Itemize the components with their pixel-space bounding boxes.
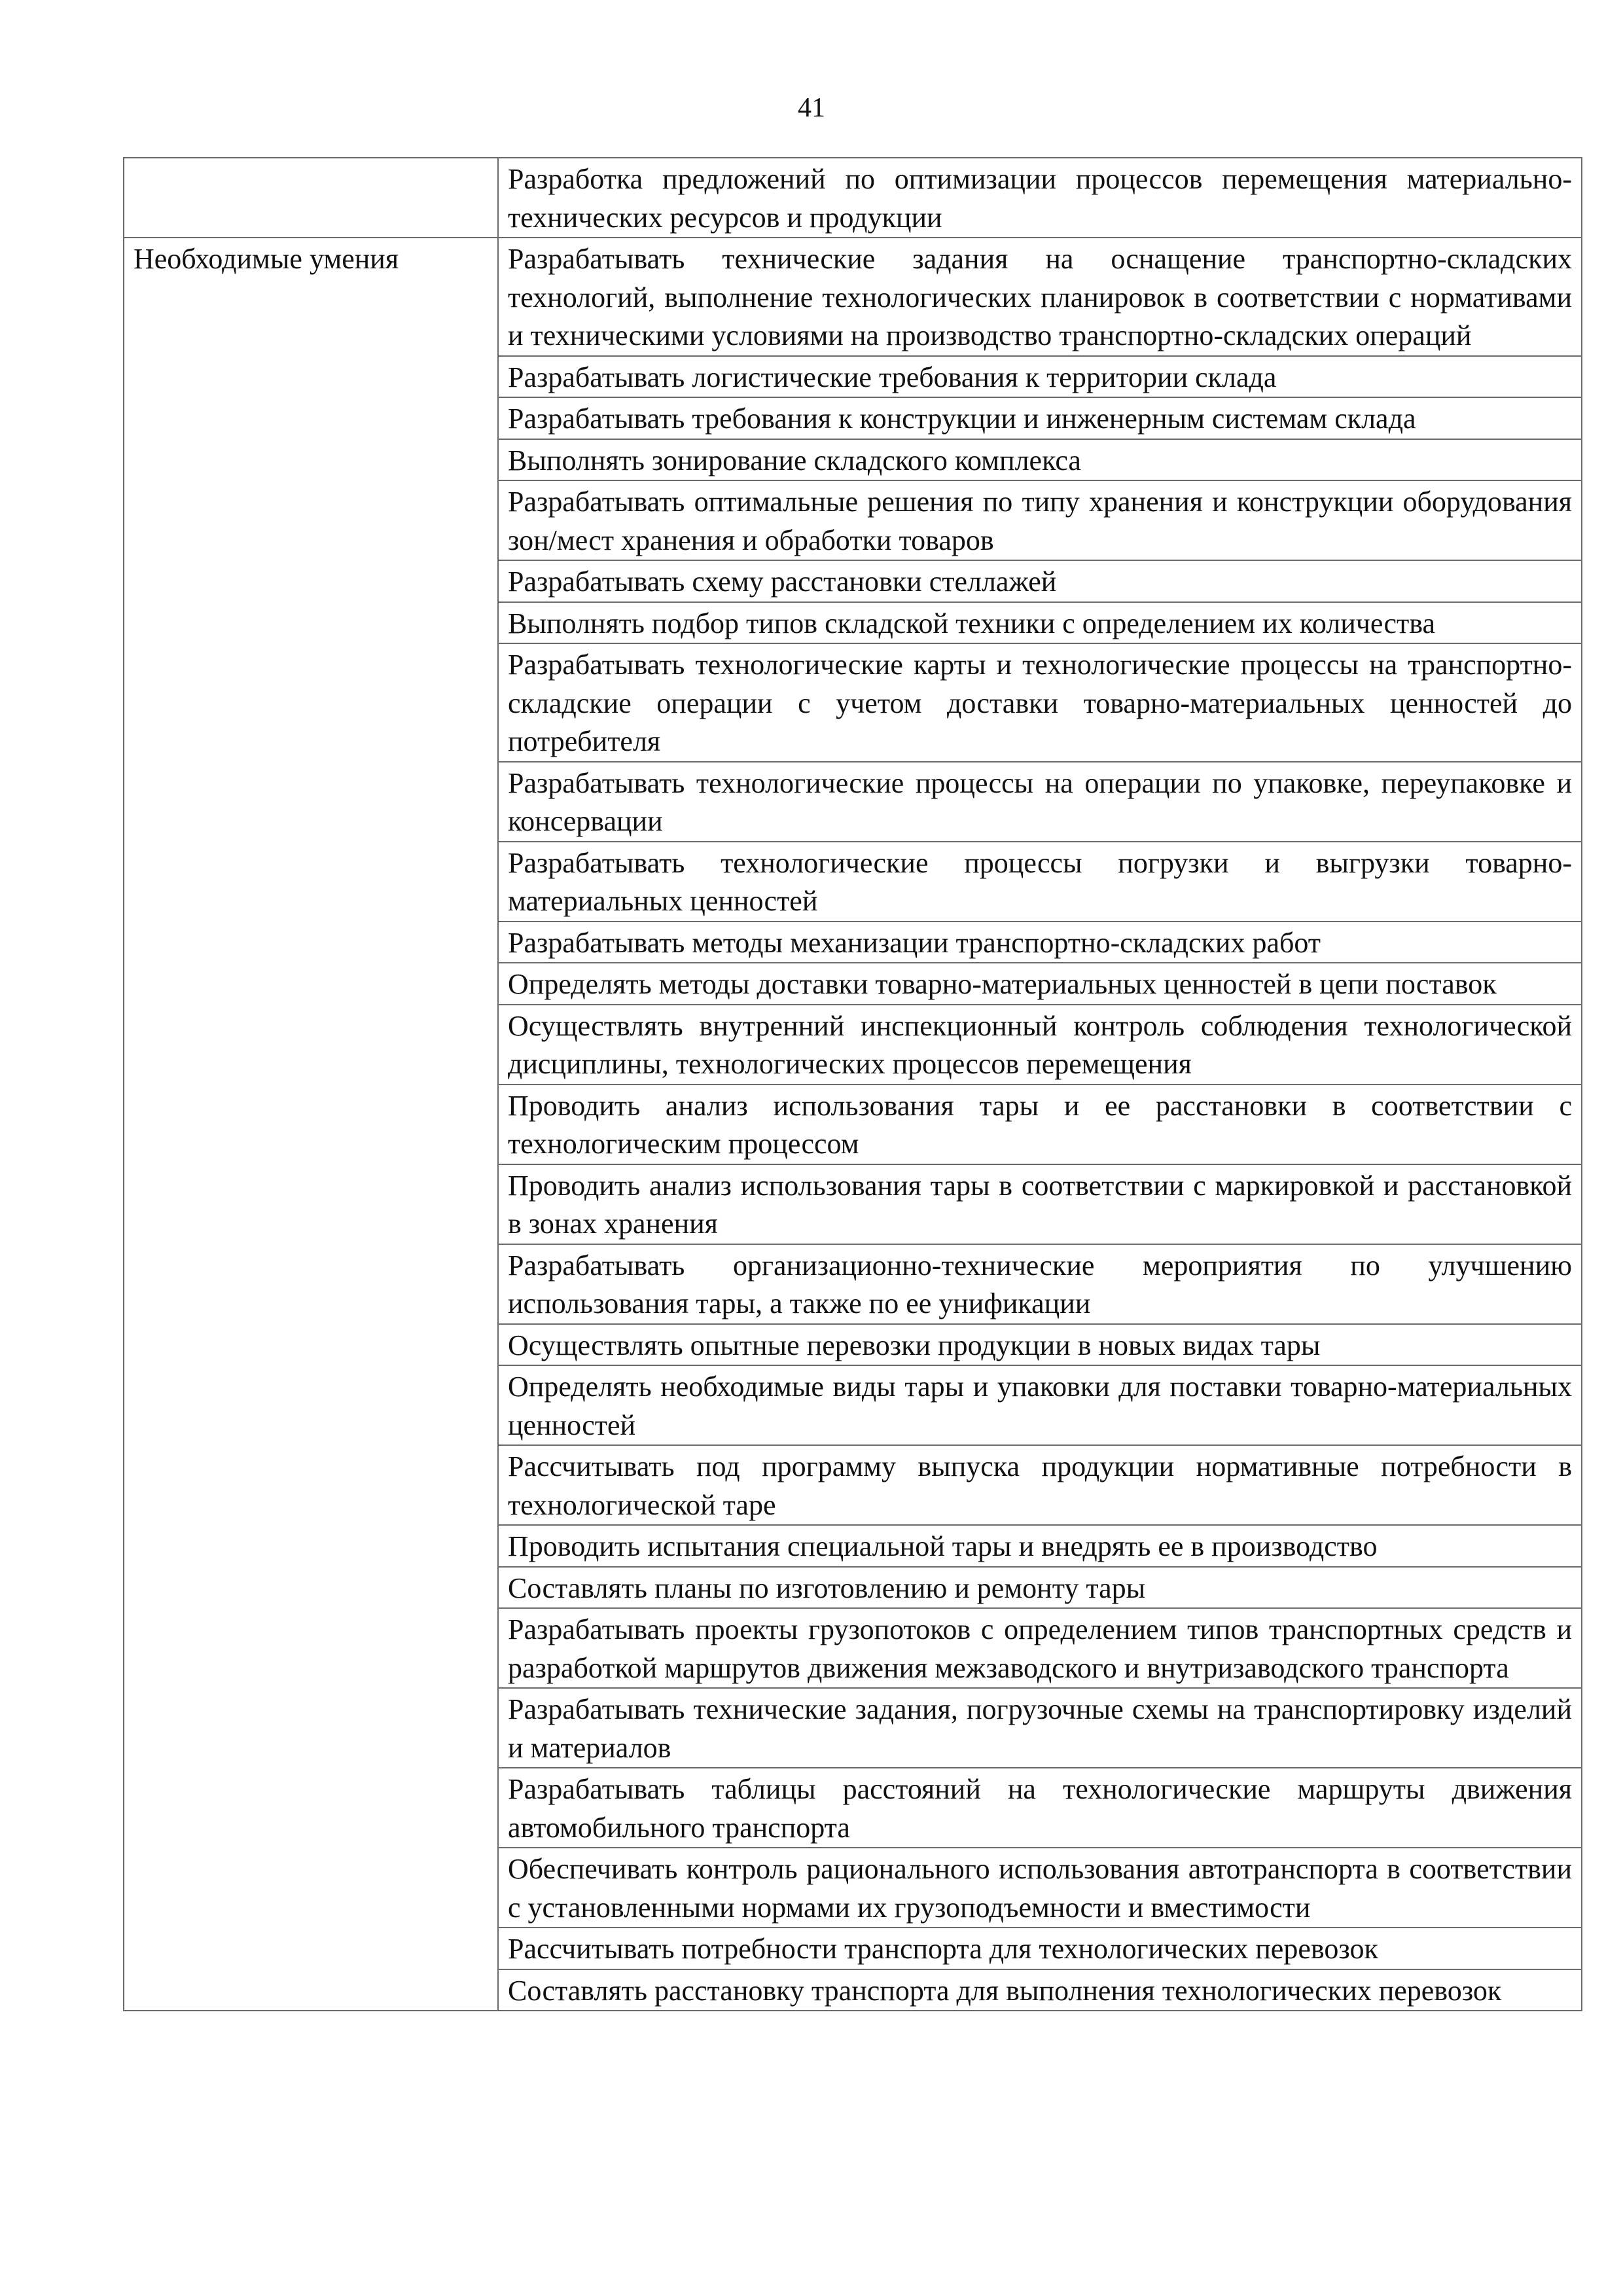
skill-item: Разрабатывать проекты грузопотоков с определением типов транспортных средств и разработкой маршрутов движения межзаводского и внутризаводского транспорта: [498, 1608, 1582, 1688]
skill-item: Обеспечивать контроль рационального использования автотранспорта в соответствии с установленными нормами их грузоподъемности и вместимости: [498, 1848, 1582, 1928]
skill-item: Проводить анализ использования тары в соответствии с маркировкой и расстановкой в зонах хранения: [498, 1164, 1582, 1244]
requirements-table: [123, 157, 1582, 2011]
row-label-empty: [124, 158, 498, 238]
skill-item: Составлять расстановку транспорта для выполнения технологических перевозок: [498, 1969, 1582, 2011]
skill-item: Разрабатывать организационно-технические мероприятия по улучшению использования тары, а также по ее унификации: [498, 1244, 1582, 1324]
skill-item: Проводить анализ использования тары и ее расстановки в соответствии с технологическим процессом: [498, 1085, 1582, 1164]
skill-item: Составлять планы по изготовлению и ремонту тары: [498, 1567, 1582, 1609]
skill-item: Разрабатывать технические задания на оснащение транспортно-складских технологий, выполнение технологических планировок в соответствии с нормативами и техническими условиями на производство транспортно-складских операций: [498, 238, 1582, 356]
skill-item: Определять необходимые виды тары и упаковки для поставки товарно-материальных ценностей: [498, 1365, 1582, 1445]
skill-item: Выполнять зонирование складского комплекса: [498, 439, 1582, 481]
row-text: Разработка предложений по оптимизации процессов перемещения материально-технических ресурсов и продукции: [498, 158, 1582, 238]
table-row-continued: [124, 158, 1582, 238]
skill-item: Осуществлять опытные перевозки продукции в новых видах тары: [498, 1324, 1582, 1366]
table-row: [124, 238, 1582, 356]
skill-item: Разрабатывать требования к конструкции и инженерным системам склада: [498, 397, 1582, 439]
skill-item: Разрабатывать технологические карты и технологические процессы на транспортно-складские операции с учетом доставки товарно-материальных ценностей до потребителя: [498, 643, 1582, 762]
skill-item: Выполнять подбор типов складской техники с определением их количества: [498, 602, 1582, 644]
skill-item: Проводить испытания специальной тары и внедрять ее в производство: [498, 1525, 1582, 1567]
skill-item: Определять методы доставки товарно-материальных ценностей в цепи поставок: [498, 963, 1582, 1005]
skill-item: Разрабатывать схему расстановки стеллажей: [498, 560, 1582, 602]
skill-item: Разрабатывать технологические процессы погрузки и выгрузки товарно-материальных ценностей: [498, 842, 1582, 922]
skill-item: Рассчитывать потребности транспорта для технологических перевозок: [498, 1928, 1582, 1969]
skill-item: Разрабатывать технологические процессы на операции по упаковке, переупаковке и консервации: [498, 762, 1582, 842]
skills-section-label: Необходимые умения: [124, 238, 498, 2011]
skill-item: Рассчитывать под программу выпуска продукции нормативные потребности в технологической таре: [498, 1445, 1582, 1525]
skill-item: Разрабатывать таблицы расстояний на технологические маршруты движения автомобильного транспорта: [498, 1768, 1582, 1848]
skill-item: Осуществлять внутренний инспекционный контроль соблюдения технологической дисциплины, технологических процессов перемещения: [498, 1005, 1582, 1085]
skill-item: Разрабатывать логистические требования к территории склада: [498, 356, 1582, 398]
page-number: 41: [798, 93, 825, 123]
skill-item: Разрабатывать методы механизации транспортно-складских работ: [498, 922, 1582, 963]
skill-item: Разрабатывать технические задания, погрузочные схемы на транспортировку изделий и материалов: [498, 1688, 1582, 1768]
skill-item: Разрабатывать оптимальные решения по типу хранения и конструкции оборудования зон/мест хранения и обработки товаров: [498, 480, 1582, 560]
table-body: [124, 158, 1582, 2011]
